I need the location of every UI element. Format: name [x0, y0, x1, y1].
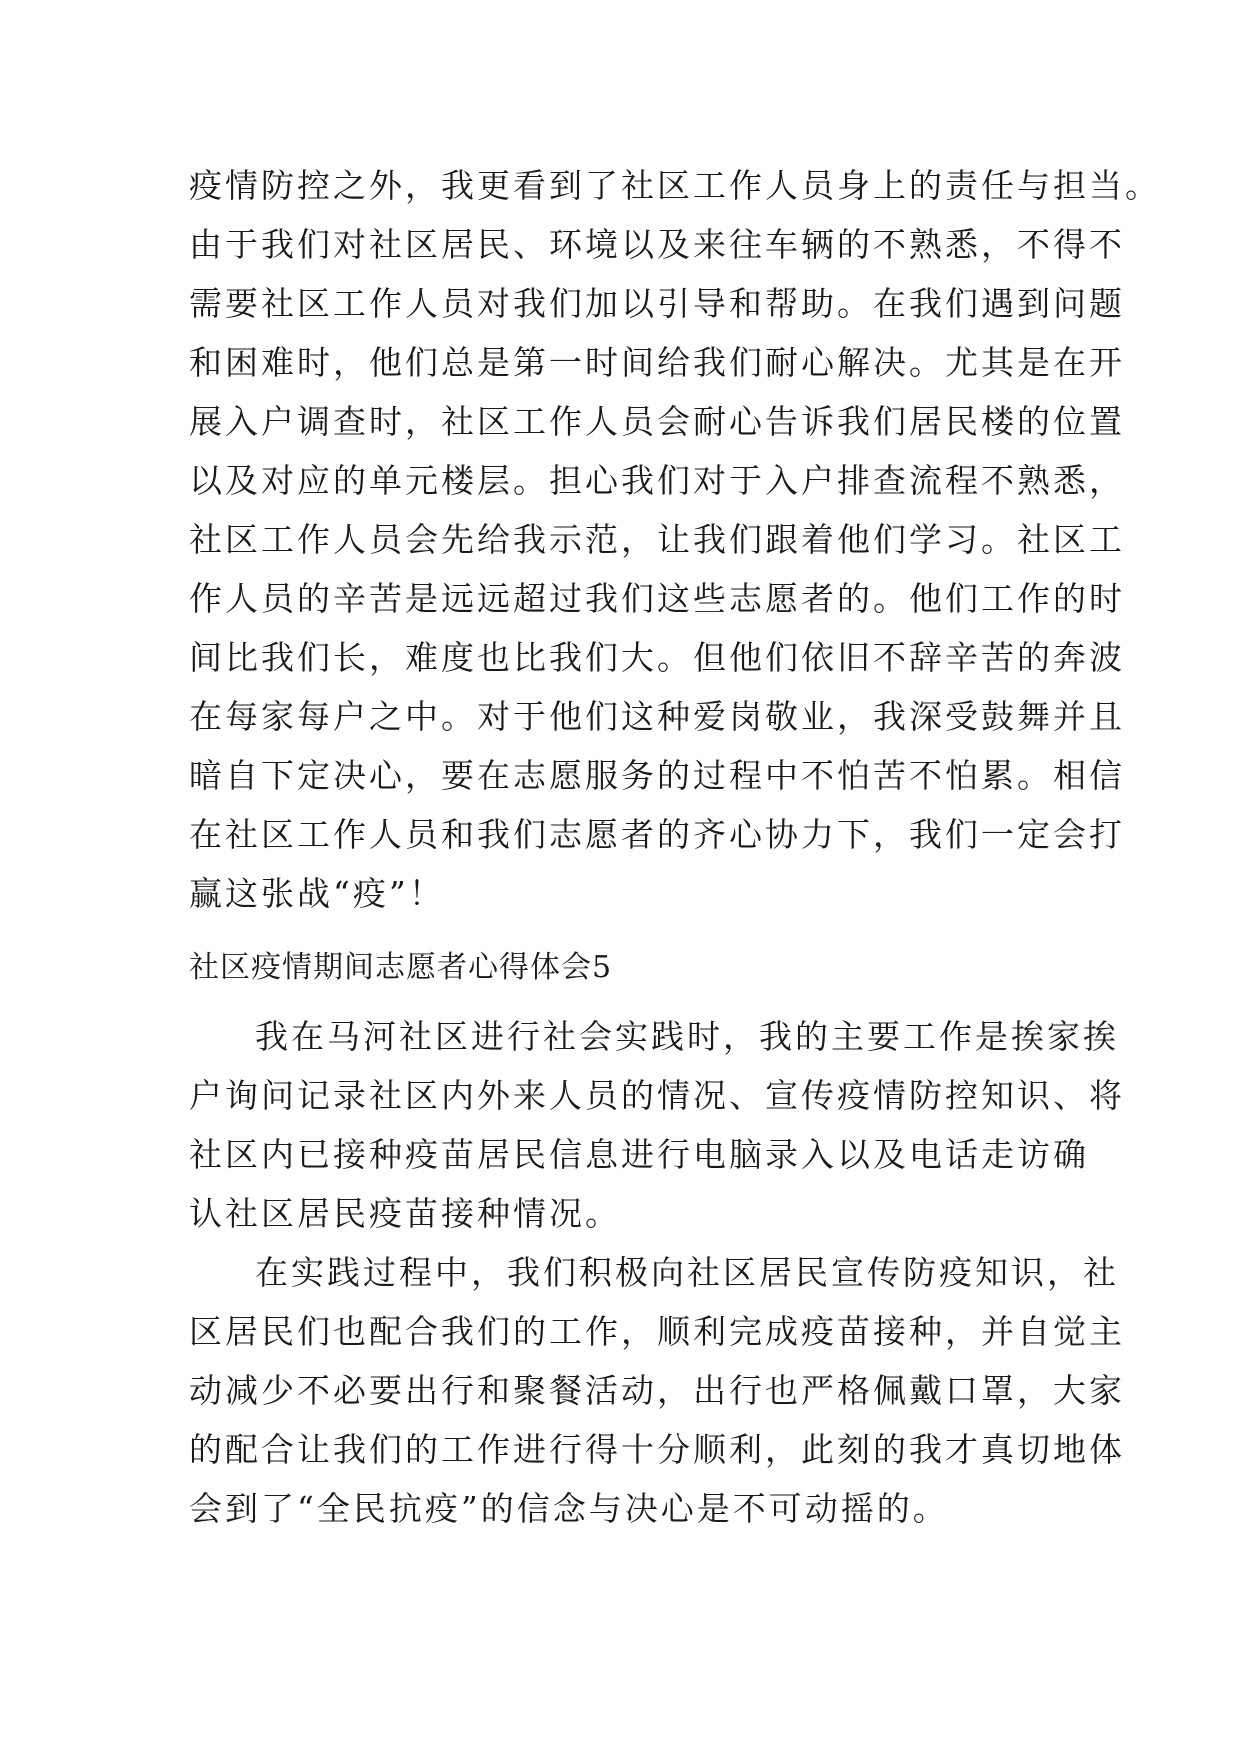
- text-line: 以及对应的单元楼层。担心我们对于入户排查流程不熟悉，: [189, 461, 1125, 500]
- paragraph-2: [189, 1243, 1125, 1538]
- section-title: 社区疫情期间志愿者心得体会5: [189, 950, 613, 985]
- text-line: 认社区居民疫苗接种情况。: [189, 1194, 621, 1233]
- text-line: 疫情防控之外，我更看到了社区工作人员身上的责任与担当。: [189, 166, 1161, 205]
- text-line: 区居民们也配合我们的工作，顺利完成疫苗接种，并自觉主: [189, 1312, 1125, 1351]
- text-line: 我在马河社区进行社会实践时，我的主要工作是挨家挨: [255, 1017, 1119, 1056]
- text-line: 赢这张战“疫”！: [189, 874, 445, 913]
- text-line: 间比我们长，难度也比我们大。但他们依旧不辞辛苦的奔波: [189, 638, 1125, 677]
- intro-paragraph: [189, 156, 1161, 923]
- text-line: 社区内已接种疫苗居民信息进行电脑录入以及电话走访确: [189, 1135, 1089, 1174]
- text-line: 需要社区工作人员对我们加以引导和帮助。在我们遇到问题: [189, 284, 1125, 323]
- text-line: 在实践过程中，我们积极向社区居民宣传防疫知识，社: [255, 1253, 1119, 1292]
- text-line: 户询问记录社区内外来人员的情况、宣传疫情防控知识、将: [189, 1076, 1125, 1115]
- text-line: 的配合让我们的工作进行得十分顺利，此刻的我才真切地体: [189, 1430, 1125, 1469]
- text-line: 在社区工作人员和我们志愿者的齐心协力下，我们一定会打: [189, 815, 1125, 854]
- text-line: 会到了“全民抗疫”的信念与决心是不可动摇的。: [189, 1489, 949, 1528]
- text-line: 在每家每户之中。对于他们这种爱岗敬业，我深受鼓舞并且: [189, 697, 1125, 736]
- paragraph-1: [189, 1007, 1125, 1243]
- text-line: 社区工作人员会先给我示范，让我们跟着他们学习。社区工: [189, 520, 1125, 559]
- text-line: 展入户调查时，社区工作人员会耐心告诉我们居民楼的位置: [189, 402, 1125, 441]
- text-line: 作人员的辛苦是远远超过我们这些志愿者的。他们工作的时: [189, 579, 1125, 618]
- text-line: 暗自下定决心，要在志愿服务的过程中不怕苦不怕累。相信: [189, 756, 1125, 795]
- text-line: 和困难时，他们总是第一时间给我们耐心解决。尤其是在开: [189, 343, 1125, 382]
- text-line: 由于我们对社区居民、环境以及来往车辆的不熟悉，不得不: [189, 225, 1125, 264]
- text-line: 动减少不必要出行和聚餐活动，出行也严格佩戴口罩，大家: [189, 1371, 1125, 1410]
